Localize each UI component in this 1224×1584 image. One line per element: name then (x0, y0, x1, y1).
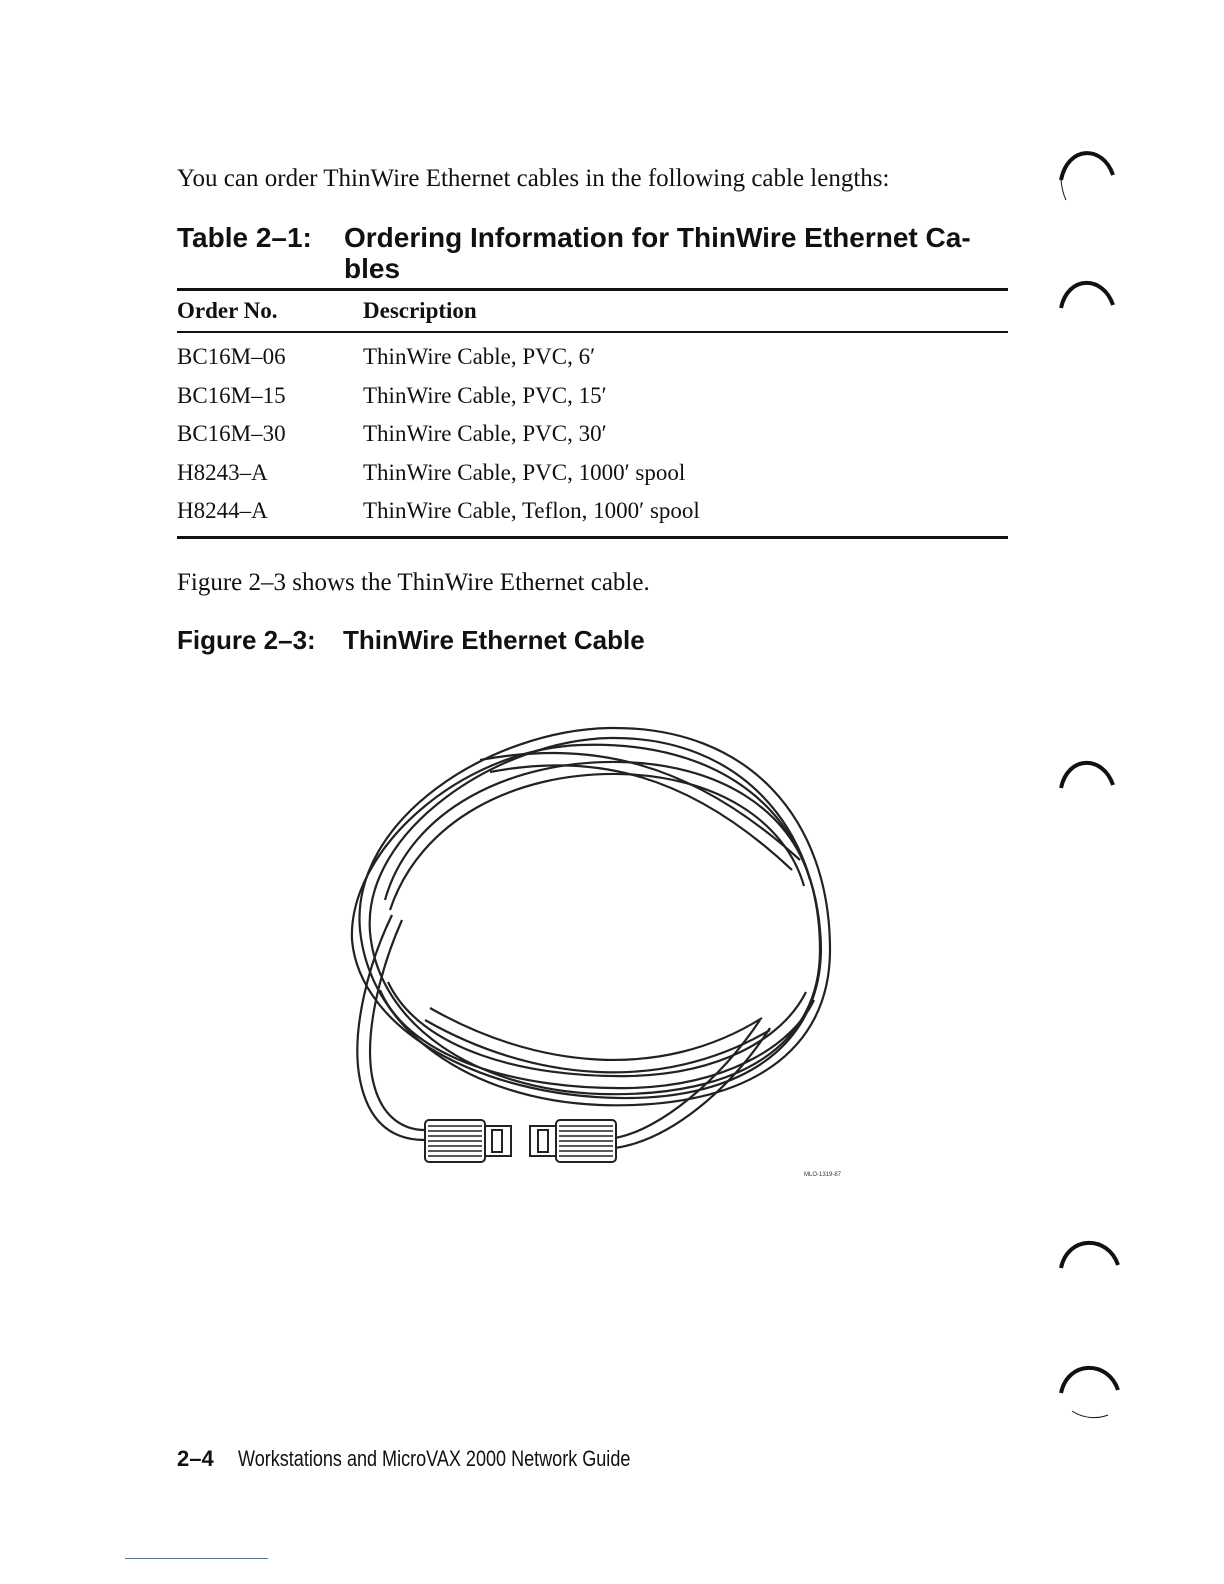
column-header-description: Description (363, 298, 477, 323)
figure-reference-paragraph: Figure 2–3 shows the ThinWire Ethernet cable. (177, 569, 650, 596)
figure-number: Figure 2–3: (177, 625, 316, 655)
binder-hole-icon (1058, 140, 1118, 210)
page-number: 2–4 (177, 1446, 214, 1471)
column-header-order-no: Order No. (177, 298, 278, 323)
table-cell-order-no: BC16M–15 (177, 383, 286, 408)
figure-code: MLO-1319-87 (804, 1172, 842, 1178)
figure-caption (177, 625, 645, 655)
table-top-rule (177, 288, 1008, 291)
table-cell-order-no: H8243–A (177, 460, 268, 485)
table-title: Ordering Information for ThinWire Ethernet Ca- bles (344, 222, 971, 284)
table-header-rule (177, 331, 1008, 333)
page-edge-line (125, 1558, 268, 1559)
table-number: Table 2–1: (177, 222, 312, 253)
footer-title: Workstations and MicroVAX 2000 Network Guide (237, 1446, 631, 1471)
table-cell-description: ThinWire Cable, PVC, 6′ (363, 344, 596, 369)
table-bottom-rule (177, 536, 1008, 539)
binder-hole-icon (1058, 1230, 1123, 1270)
table-cell-description: ThinWire Cable, Teflon, 1000′ spool (363, 498, 700, 523)
intro-text: You can order ThinWire Ethernet cables in the following cable lengths: (177, 165, 890, 192)
table-cell-order-no: BC16M–30 (177, 421, 286, 446)
binder-hole-icon (1058, 270, 1118, 310)
table-cell-description: ThinWire Cable, PVC, 15′ (363, 383, 607, 408)
page-footer (177, 1445, 716, 1473)
binder-hole-icon (1058, 1355, 1123, 1425)
binder-hole-icon (1058, 750, 1118, 790)
table-cell-order-no: BC16M–06 (177, 344, 286, 369)
figure-title: ThinWire Ethernet Cable (343, 625, 645, 655)
table-cell-description: ThinWire Cable, PVC, 1000′ spool (363, 460, 686, 485)
table-cell-order-no: H8244–A (177, 498, 268, 523)
table-cell-description: ThinWire Cable, PVC, 30′ (363, 421, 607, 446)
coiled-cable-illustration (330, 700, 870, 1180)
table-caption (177, 222, 1009, 284)
